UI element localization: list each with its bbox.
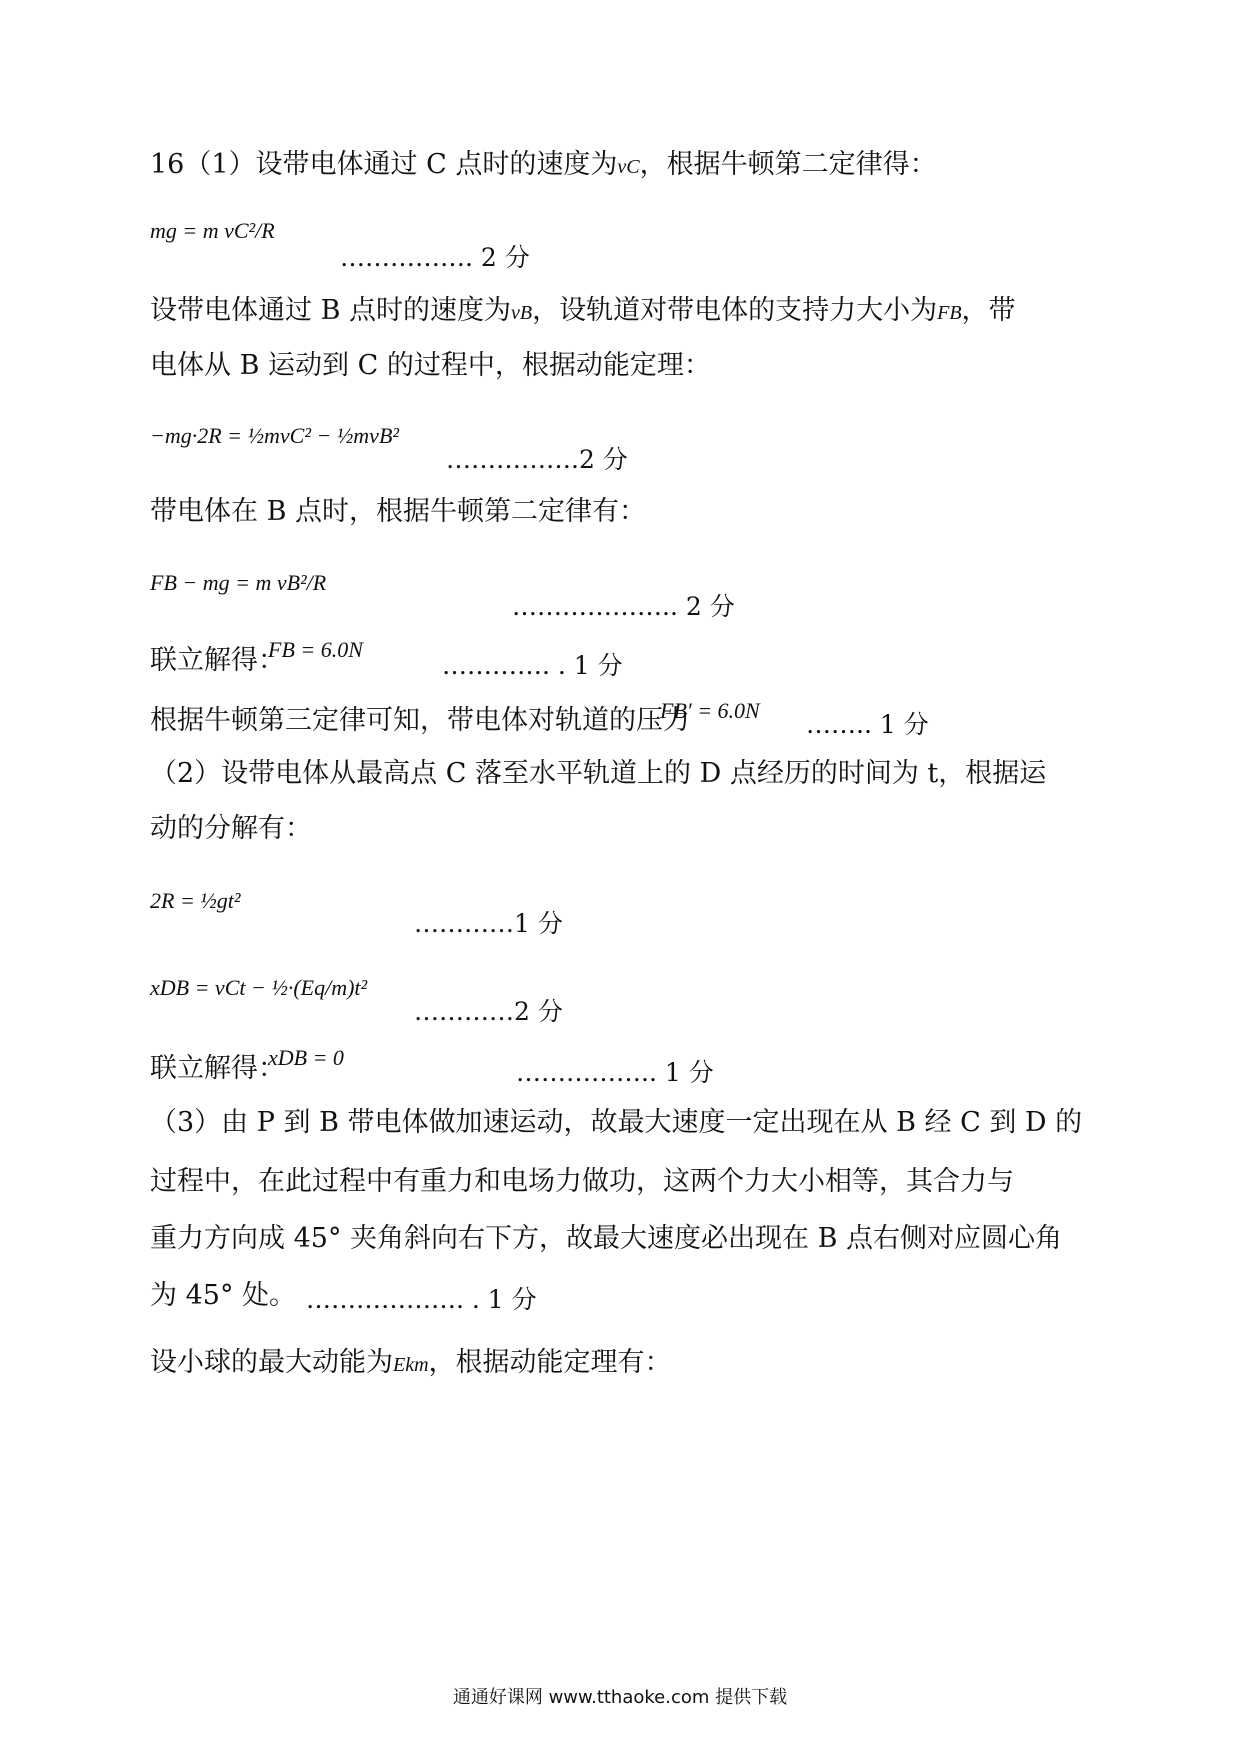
score-7: …………2 分 [414, 997, 563, 1026]
score-1: ……………. 2 分 [340, 243, 530, 272]
paragraph-13: 为 45° 处。 [150, 1280, 297, 1311]
score-8: …………….. 1 分 [516, 1058, 714, 1087]
p2-var2: FB [937, 302, 962, 324]
paragraph-1 [150, 147, 937, 185]
paragraph-10: （3）由 P 到 B 带电体做加速运动，故最大速度一定出现在从 B 经 C 到 D 的 [150, 1107, 1083, 1138]
paragraph-11: 过程中，在此过程中有重力和电场力做功，这两个力大小相等，其合力与 [150, 1166, 1014, 1197]
score-5: …….. 1 分 [806, 710, 929, 739]
paragraph-7: （2）设带电体从最高点 C 落至水平轨道上的 D 点经历的时间为 t，根据运 [150, 758, 1047, 789]
p2-text: 设带电体通过 B 点时的速度为 [150, 295, 512, 326]
paragraph-14 [150, 1345, 672, 1383]
paragraph-12: 重力方向成 45° 夹角斜向右下方，故最大速度必出现在 B 点右侧对应圆心角 [150, 1223, 1063, 1254]
equation-2: −mg·2R = ½mvC² − ½mvB² [150, 423, 399, 448]
score-4: …………. . 1 分 [442, 651, 623, 680]
paragraph-6: 根据牛顿第三定律可知，带电体对轨道的压力 [150, 705, 690, 736]
equation-3: FB − mg = m vB²/R [150, 570, 327, 595]
score-2: …………….2 分 [446, 445, 628, 474]
footer-text: 通通好课网 www.tthaoke.com 提供下载 [452, 1687, 788, 1708]
p1-tail: ，根据牛顿第二定律得： [639, 149, 937, 180]
score-6: …………1 分 [414, 909, 563, 938]
score-9: ………………. . 1 分 [306, 1285, 537, 1314]
equation-4: FB = 6.0N [268, 637, 363, 662]
p1-var: vC [617, 156, 640, 178]
paragraph-8: 动的分解有： [150, 813, 312, 844]
paragraph-9: 联立解得： [150, 1053, 285, 1084]
score-3: ……………….. 2 分 [512, 592, 735, 621]
p14-text: 设小球的最大动能为 [150, 1347, 393, 1378]
equation-8: xDB = 0 [268, 1045, 344, 1070]
equation-6: 2R = ½gt² [150, 888, 241, 913]
equation-5: FB′ = 6.0N [660, 698, 760, 723]
p14-var: Ekm [393, 1354, 429, 1376]
p2-tail: ，带 [961, 295, 1016, 326]
p1-text: 16（1）设带电体通过 C 点时的速度为 [150, 149, 618, 180]
p14-tail: ，根据动能定理有： [428, 1347, 672, 1378]
paragraph-3: 电体从 B 运动到 C 的过程中，根据动能定理： [150, 350, 711, 381]
equation-1: mg = m vC²/R [150, 218, 275, 243]
paragraph-5: 联立解得： [150, 645, 285, 676]
paragraph-2 [150, 293, 1016, 331]
p2-mid: ，设轨道对带电体的支持力大小为 [532, 295, 938, 326]
p2-var: vB [511, 302, 533, 324]
paragraph-4: 带电体在 B 点时，根据牛顿第二定律有： [150, 496, 647, 527]
equation-7: xDB = vCt − ½·(Eq/m)t² [150, 975, 368, 1000]
